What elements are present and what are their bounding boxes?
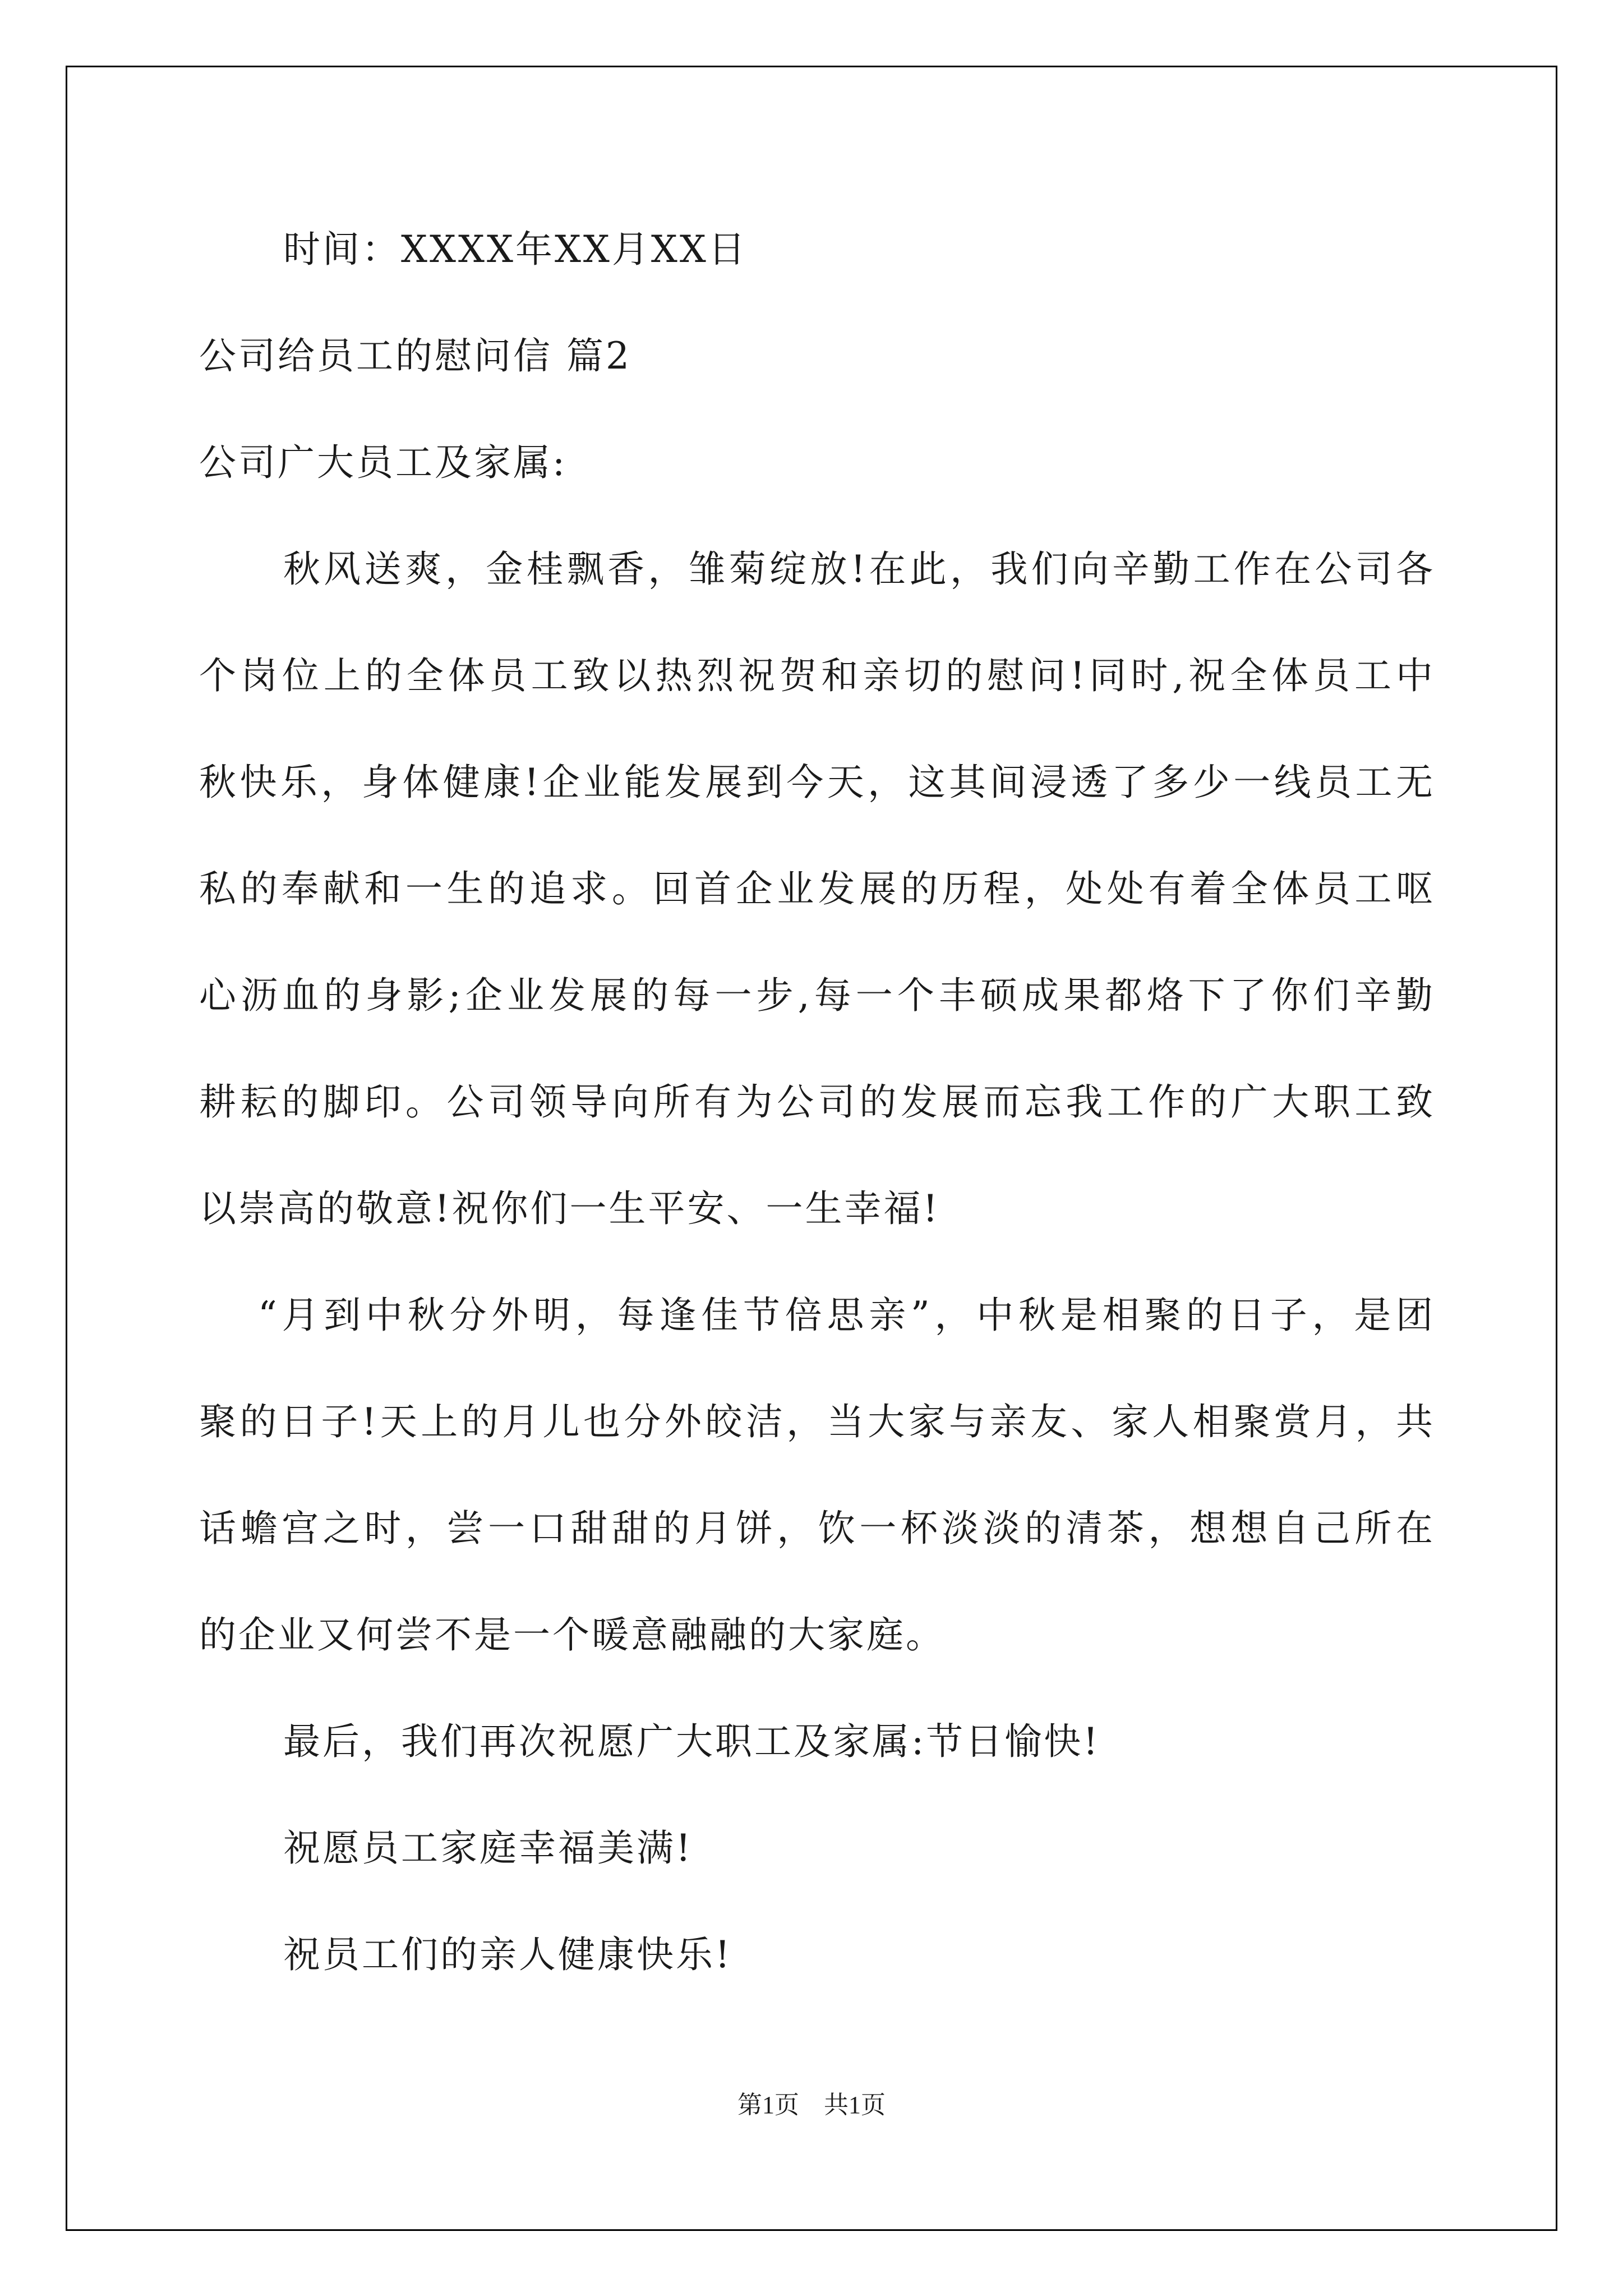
closing-wish-holiday: 最后，我们再次祝愿广大职工及家属:节日愉快! bbox=[283, 1720, 1100, 1763]
paragraph1-line: 秋风送爽，金桂飘香，雏菊绽放!在此，我们向辛勤工作在公司各 bbox=[283, 547, 1433, 591]
page-footer bbox=[0, 2090, 1623, 2121]
paragraph1-last-line: 以崇高的敬意!祝你们一生平安、一生幸福! bbox=[199, 1187, 940, 1230]
time-line: 时间：XXXX年XX月XX日 bbox=[283, 228, 748, 271]
closing-wish-relatives: 祝员工们的亲人健康快乐! bbox=[283, 1933, 732, 1976]
page-number-current: 第1页 bbox=[737, 2091, 799, 2119]
paragraph2-line: 聚的日子!天上的月儿也分外皎洁，当大家与亲友、家人相聚赏月，共 bbox=[199, 1400, 1433, 1443]
paragraph1-line: 私的奉献和一生的追求。回首企业发展的历程，处处有着全体员工呕 bbox=[199, 867, 1433, 910]
paragraph1-line: 秋快乐，身体健康!企业能发展到今天，这其间浸透了多少一线员工无 bbox=[199, 761, 1433, 804]
paragraph1-line: 耕耘的脚印。公司领导向所有为公司的发展而忘我工作的广大职工致 bbox=[199, 1080, 1433, 1124]
page-border bbox=[66, 66, 1557, 2231]
letter-heading: 公司给员工的慰问信 篇2 bbox=[199, 334, 631, 378]
paragraph1-line: 个岗位上的全体员工致以热烈祝贺和亲切的慰问!同时,祝全体员工中 bbox=[199, 654, 1433, 697]
closing-wish-family: 祝愿员工家庭幸福美满! bbox=[283, 1826, 693, 1870]
paragraph2-line: 话蟾宫之时，尝一口甜甜的月饼，饮一杯淡淡的清茶，想想自己所在 bbox=[199, 1507, 1433, 1550]
page-number-total: 共1页 bbox=[824, 2091, 886, 2119]
paragraph1-line: 心沥血的身影;企业发展的每一步,每一个丰硕成果都烙下了你们辛勤 bbox=[199, 974, 1433, 1017]
paragraph2-line: “月到中秋分外明，每逢佳节倍思亲”，中秋是相聚的日子，是团 bbox=[258, 1294, 1433, 1337]
salutation: 公司广大员工及家属: bbox=[199, 441, 568, 484]
paragraph2-last-line: 的企业又何尝不是一个暖意融融的大家庭。 bbox=[199, 1613, 945, 1657]
